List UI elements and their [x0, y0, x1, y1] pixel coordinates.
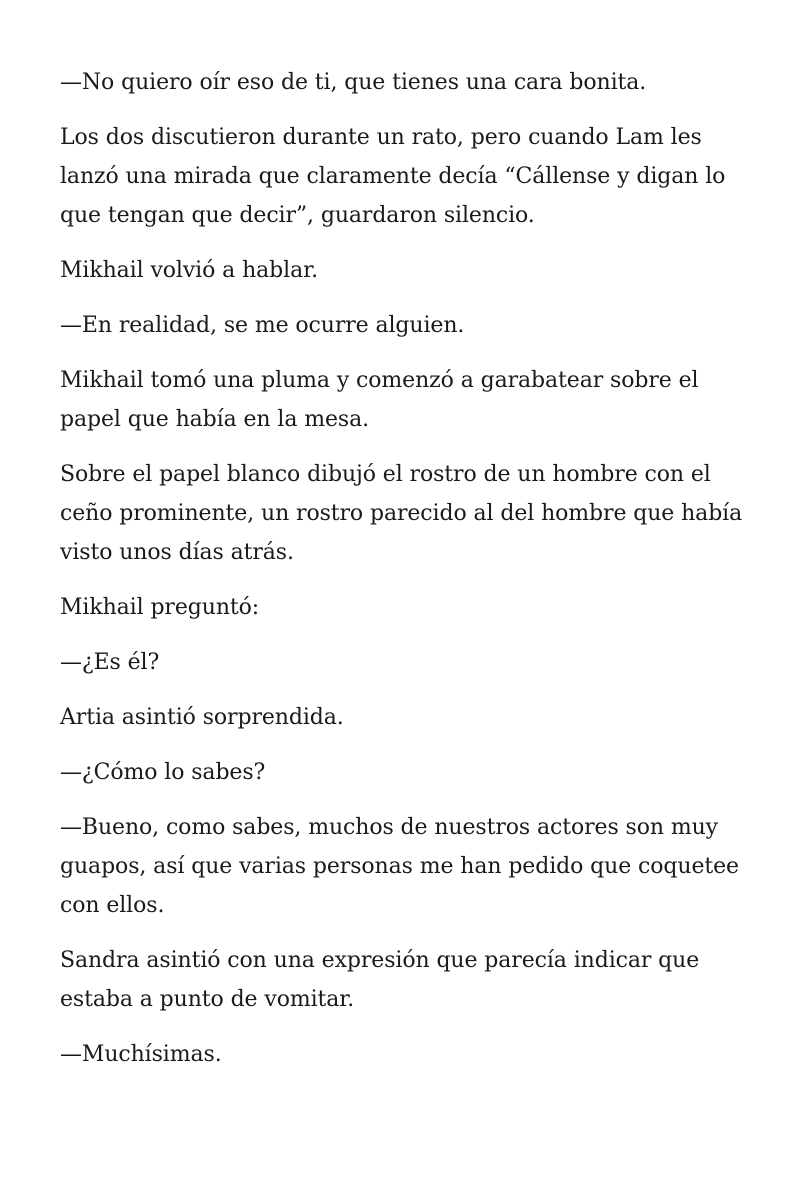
paragraph: Sobre el papel blanco dibujó el rostro de un hombre con el ceño prominente, un rostro parecido al del hombre que había visto unos días atrás.	[60, 462, 743, 565]
paragraph: Artia asintió sorprendida.	[60, 705, 344, 730]
paragraph: —En realidad, se me ocurre alguien.	[60, 313, 465, 338]
paragraph: —Bueno, como sabes, muchos de nuestros actores son muy guapos, así que varias personas me han pedido que coquetee con ellos.	[60, 815, 739, 918]
paragraph: —¿Es él?	[60, 650, 160, 675]
paragraph: Sandra asintió con una expresión que parecía indicar que estaba a punto de vomitar.	[60, 948, 700, 1012]
paragraph: Mikhail volvió a hablar.	[60, 258, 318, 283]
paragraph: —Muchísimas.	[60, 1042, 222, 1067]
book-page	[60, 63, 750, 1090]
paragraph: Los dos discutieron durante un rato, pero cuando Lam les lanzó una mirada que claramente decía “Cállense y digan lo que tengan que decir”, guardaron silencio.	[60, 125, 726, 228]
paragraph: —¿Cómo lo sabes?	[60, 760, 266, 785]
paragraph: —No quiero oír eso de ti, que tienes una cara bonita.	[60, 70, 647, 95]
paragraph: Mikhail tomó una pluma y comenzó a garabatear sobre el papel que había en la mesa.	[60, 368, 699, 432]
paragraph: Mikhail preguntó:	[60, 595, 260, 620]
